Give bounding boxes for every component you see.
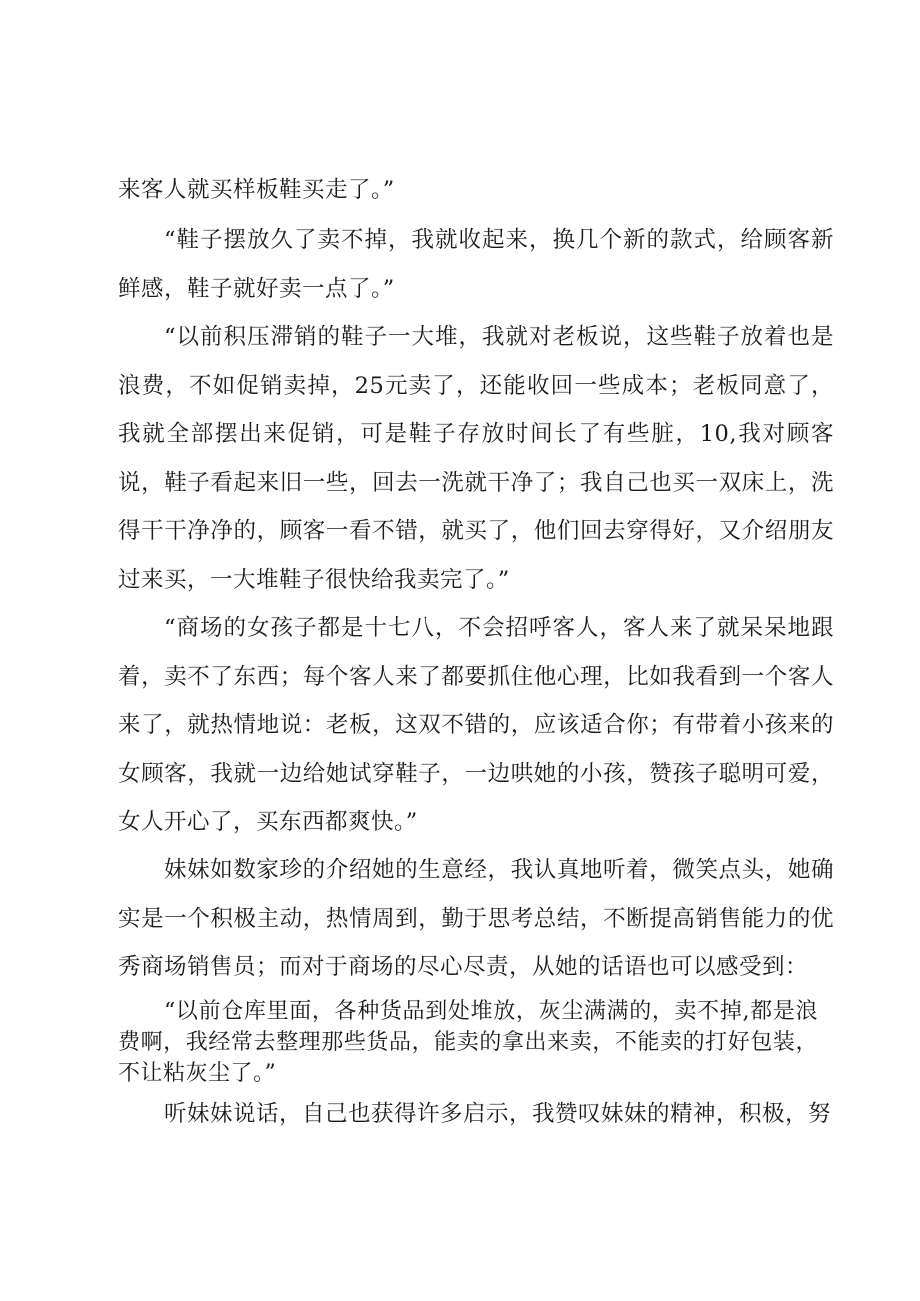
paragraph-quote-customers: “商场的女孩子都是十七八，不会招呼客人，客人来了就呆呆地跟着，卖不了东西；每个客人来了都要抓住他心理，比如我看到一个客人来了，就热情地说：老板，这双不错的，应该适合你；有带着小孩来的女顾客，我就一边给她试穿鞋子，一边哄她的小孩，赞孩子聪明可爱，女人开心了，买东西都爽快。”: [118, 615, 834, 835]
paragraph-continuation: 来客人就买样板鞋买走了。”: [118, 177, 395, 203]
paragraph-narration: 妹妹如数家珍的介绍她的生意经，我认真地听着，微笑点头，她确实是一个积极主动，热情周到，勤于思考总结，不断提高销售能力的优秀商场销售员；而对于商场的尽心尽责，从她的话语也可以感受到：: [118, 857, 834, 980]
paragraph-quote-promotion: “以前积压滞销的鞋子一大堆，我就对老板说，这些鞋子放着也是浪费，不如促销卖掉，25元卖了，还能收回一些成本；老板同意了，我就全部摆出来促销，可是鞋子存放时间长了有些脏，10,我对顾客说，鞋子看起来旧一些，回去一洗就干净了；我自己也买一双床上，洗得干干净净的，顾客一看不错，就买了，他们回去穿得好，又介绍朋友过来买，一大堆鞋子很快给我卖完了。”: [118, 324, 834, 593]
paragraph-closing: 听妹妹说话，自己也获得许多启示，我赞叹妹妹的精神，积极，努: [164, 1101, 832, 1127]
paragraph-quote-warehouse: “以前仓库里面，各种货品到处堆放，灰尘满满的，卖不掉,都是浪费啊，我经常去整理那些货品，能卖的拿出来卖，不能卖的打好包装，不让粘灰尘了。”: [118, 999, 818, 1086]
paragraph-quote-new-styles: “鞋子摆放久了卖不掉，我就收起来，换几个新的款式，给顾客新鲜感，鞋子就好卖一点了。”: [118, 227, 834, 302]
